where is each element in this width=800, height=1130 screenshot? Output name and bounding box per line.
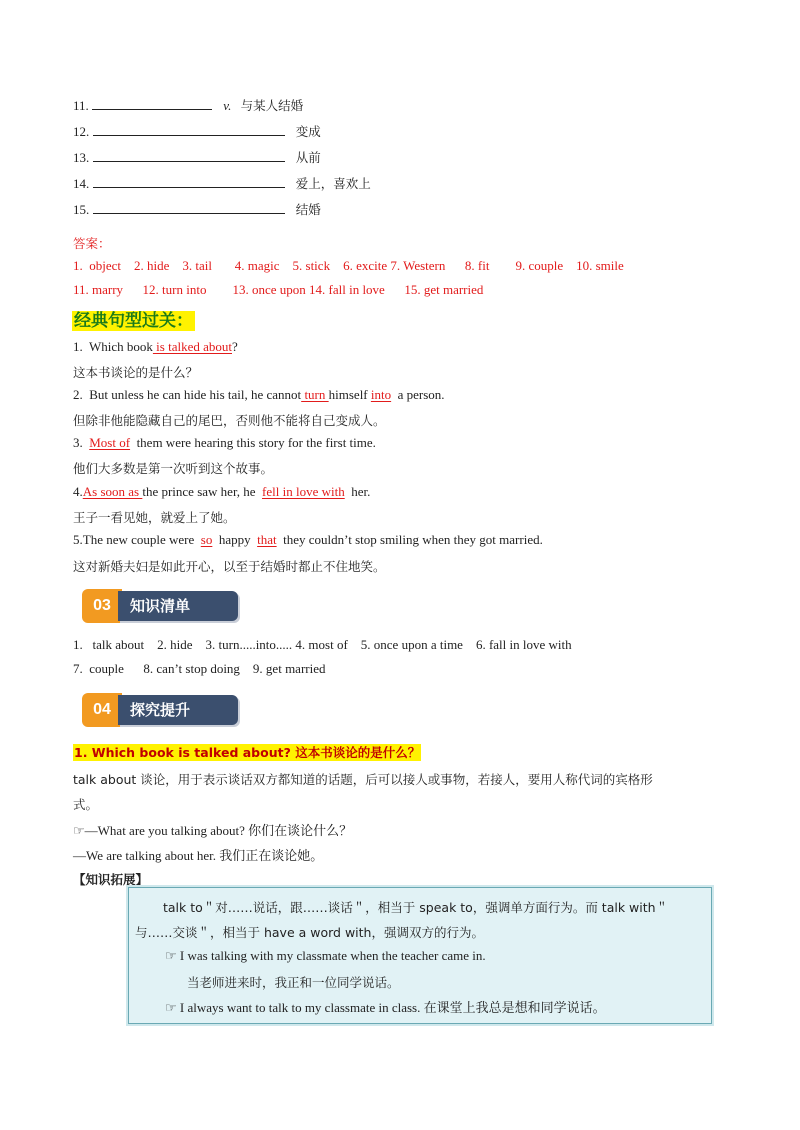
sentence-5	[73, 532, 543, 548]
example-1: ☞—What are you talking about? 你们在谈论什么？	[73, 823, 353, 838]
section-badge-04	[82, 693, 232, 727]
answers-label: 答案：	[73, 236, 111, 251]
box-example-2: ☞ I always want to talk to my cla‌ssmate in class. 在课堂上我总是想和同学说话。	[165, 1000, 606, 1015]
answers-line-2: 11. marry 12. turn into 13. once upon 14. fall in love 15. get married	[73, 282, 484, 297]
vocab-meaning: 结婚	[295, 202, 321, 217]
sentence-text: 5.The new couple were	[73, 532, 201, 547]
extension-box	[128, 887, 712, 1024]
answer-blank: turn	[301, 387, 329, 402]
explore-question	[73, 743, 421, 761]
sentence-1	[73, 339, 238, 355]
sentence-1-translation: 这本书谈论的是什么？	[73, 365, 199, 380]
vocab-pos: v.	[223, 98, 232, 113]
vocab-number: 11.	[73, 98, 89, 113]
sentence-text: the prince saw her, he	[142, 484, 263, 499]
badge-label: 知识清单	[118, 591, 238, 621]
sentence-text: 4.	[73, 484, 83, 499]
vocab-meaning: 与某人结婚	[240, 98, 304, 113]
box-example-1-translation: 当老师进来时，我正和一位同学说话。	[187, 975, 400, 990]
vocab-blank[interactable]	[93, 175, 285, 188]
vocab-row-15	[73, 200, 321, 218]
vocab-meaning: 从前	[295, 150, 321, 165]
sentence-text: 3.	[73, 435, 90, 450]
sentence-text: ?	[232, 339, 238, 354]
vocab-number: 15.	[73, 202, 90, 217]
vocab-row-14	[73, 174, 371, 192]
sentence-2-translation: 但除非他能隐藏自己的尾巴，否则他不能将自己变成人。	[73, 413, 386, 428]
sentence-3	[73, 435, 376, 451]
vocab-blank[interactable]	[93, 123, 285, 136]
box-example-1: ☞ I was talking with my classmate when the teacher came in.	[165, 948, 486, 963]
example-2: —We are talking about her. 我们正在谈论她。	[73, 848, 324, 863]
explore-question-text: 1. Which book is talked about? 这本书谈论的是什么？	[74, 745, 421, 760]
answer-blank: is talked about	[152, 339, 232, 354]
sentence-text: happy	[212, 532, 258, 547]
vocab-row-12	[73, 122, 321, 140]
vocab-meaning: 变成	[295, 124, 321, 139]
answer-blank: As soon as	[82, 484, 143, 499]
vocab-meaning: 爱上，喜欢上	[295, 176, 371, 191]
section-heading-text: 经典句型过关：	[74, 311, 193, 331]
answer-blank: fell in love with	[262, 484, 345, 499]
answer-blank: so	[200, 532, 213, 547]
sentence-4	[73, 484, 370, 500]
knowledge-line-2: 7. couple 8. can’t stop doing 9. get married	[73, 661, 326, 676]
vocab-blank[interactable]	[92, 97, 212, 110]
sentence-2	[73, 387, 445, 403]
explore-paragraph-cont: 式。	[73, 797, 99, 812]
answer-blank: into	[370, 387, 392, 402]
badge-number: 03	[82, 589, 122, 623]
box-line-2: 与……交谈＂，相当于 have a word with，强调双方的行为。	[135, 925, 484, 940]
badge-number: 04	[82, 693, 122, 727]
extension-label: 【知识拓展】	[73, 872, 149, 887]
sentence-text: a person.	[391, 387, 445, 402]
sentence-text: 2. But unless he can hide his tail, he cannot	[73, 387, 302, 402]
sentence-text: they couldn’t stop smiling when they got married.	[276, 532, 543, 547]
vocab-row-13	[73, 148, 321, 166]
sentence-text: himself	[328, 387, 371, 402]
badge-label: 探究提升	[118, 695, 238, 725]
sentence-text: her.	[344, 484, 371, 499]
vocab-blank[interactable]	[93, 201, 285, 214]
answers-line-1: 1. object 2. hide 3. tail 4. magic 5. stick 6. excite 7. Western 8. fit 9. couple 10. smile	[73, 258, 624, 273]
sentence-text: 1. Which book	[73, 339, 153, 354]
answer-blank: that	[257, 532, 277, 547]
vocab-number: 14.	[73, 176, 90, 191]
knowledge-line-1: 1. talk about 2. hide 3. turn.....into..... 4. most of 5. once upon a time 6. fall in love with	[73, 637, 572, 652]
sentence-5-translation: 这对新婚夫妇是如此开心，以至于结婚时都止不住地笑。	[73, 559, 386, 574]
sentence-3-translation: 他们大多数是第一次听到这个故事。	[73, 461, 274, 476]
vocab-number: 12.	[73, 124, 90, 139]
sentence-text: them were hearing this story for the first time.	[130, 435, 376, 450]
box-line-1: talk to＂对……说话，跟……谈话＂，相当于 speak to，强调单方面行为。而 talk with＂	[163, 900, 669, 915]
vocab-row-11	[73, 96, 303, 114]
answer-blank: Most of	[89, 435, 131, 450]
section-heading	[72, 306, 195, 331]
vocab-blank[interactable]	[93, 149, 285, 162]
vocab-number: 13.	[73, 150, 90, 165]
sentence-4-translation: 王子一看见她，就爱上了她。	[73, 510, 236, 525]
explore-paragraph: talk about 谈论，用于表示谈话双方都知道的话题，后可以接人或事物，若接人，要用人称代词的宾格形	[73, 772, 653, 787]
section-badge-03	[82, 589, 232, 623]
